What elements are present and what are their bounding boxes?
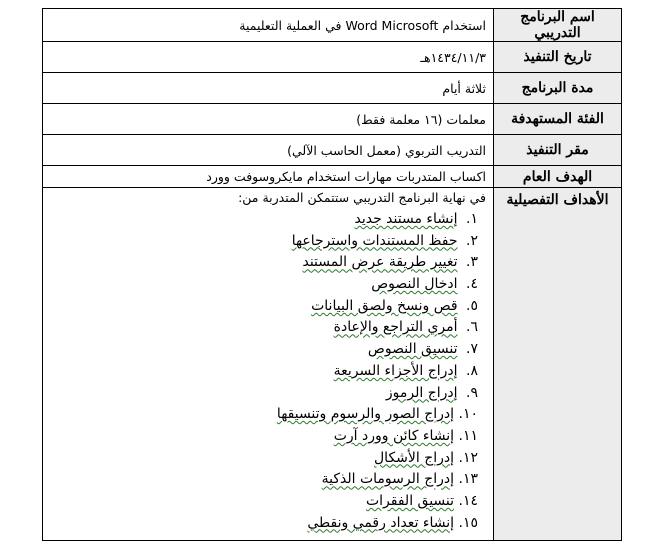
label-general-goal: الهدف العام (494, 166, 622, 188)
objective-number: ١٢. (458, 449, 478, 466)
objective-number: ١. (466, 211, 478, 227)
value-venue: التدريب التربوي (معمل الحاسب الآلي) (43, 135, 494, 166)
objective-number: ٢. (466, 232, 478, 249)
value-execution-date: ١٤٣٤/١١/٣هـ (43, 42, 494, 73)
objective-item (50, 209, 478, 231)
objective-text: إنشاء كائن وورد آرت (333, 427, 455, 444)
value-program-name: استخدام Word Microsoft في العملية التعليمية (43, 9, 494, 42)
objective-item (50, 404, 478, 426)
table-row (43, 73, 622, 104)
detailed-objectives-cell (43, 188, 494, 541)
objective-number: ١٣. (458, 471, 478, 488)
objective-number: ١١. (458, 427, 478, 444)
table-row (43, 188, 622, 541)
label-venue: مقر التنفيذ (494, 135, 622, 166)
objective-number: ٨. (466, 362, 478, 379)
label-execution-date: تاريخ التنفيذ (494, 42, 622, 73)
objective-item (50, 252, 478, 274)
table-row (43, 42, 622, 73)
value-target-group: معلمات (١٦ معلمة فقط) (43, 104, 494, 135)
table-row (43, 9, 622, 42)
objective-text: تنسيق النصوص (367, 341, 458, 358)
program-table (42, 8, 622, 541)
table-row (43, 135, 622, 166)
objective-item (50, 426, 478, 448)
label-program-name: اسم البرنامج التدريبي (494, 9, 622, 42)
value-duration: ثلاثة أيام (43, 73, 494, 104)
objectives-intro: في نهاية البرنامج التدريبي ستتمكن المتدربة من: (238, 190, 486, 205)
objective-text: قص ونسخ ولصق البيانات (311, 297, 458, 314)
table-row (43, 166, 622, 188)
objective-text: ادخال النصوص (371, 276, 458, 293)
objective-item (50, 469, 478, 491)
objective-text: تنسيق الفقرات (365, 492, 455, 509)
objective-number: ٣. (466, 254, 478, 271)
objective-item (50, 361, 478, 383)
objective-item (50, 491, 478, 513)
objective-text: إنشاء مستند جديد (354, 211, 458, 227)
objective-item (50, 274, 478, 296)
objective-item (50, 296, 478, 318)
objective-text: إدراج الرسومات الذكية (321, 471, 455, 488)
objective-number: ١٤. (458, 492, 478, 509)
label-target-group: الفئة المستهدفة (494, 104, 622, 135)
objective-item (50, 448, 478, 470)
objective-number: ٩. (466, 384, 478, 401)
objectives-list (50, 209, 486, 534)
objective-text: أمري التراجع والإعادة (333, 319, 458, 336)
objective-number: ٤. (466, 276, 478, 293)
objective-number: ٧. (466, 341, 478, 358)
objective-number: ١٠. (458, 406, 478, 423)
objective-item (50, 383, 478, 405)
objective-item (50, 317, 478, 339)
objective-number: ٦. (466, 319, 478, 336)
objective-text: إدراج الأشكال (374, 449, 455, 466)
label-duration: مدة البرنامج (494, 73, 622, 104)
label-detailed-objectives: الأهداف التفصيلية (494, 188, 622, 541)
value-general-goal: اكساب المتدربات مهارات استخدام مايكروسوفت وورد (43, 166, 494, 188)
objective-text: إدراج الصور والرسوم وتنسيقها (276, 406, 455, 423)
objective-item (50, 513, 478, 535)
objective-text: تغيير طريقة عرض المستند (302, 254, 458, 271)
objective-text: إنشاء تعداد رقمي ونقطي (307, 514, 455, 531)
objective-item (50, 231, 478, 253)
objective-number: ٥. (466, 297, 478, 314)
objective-text: إدراج الأجزاء السريعة (333, 362, 458, 379)
objective-number: ١٥. (458, 514, 478, 531)
objective-item (50, 339, 478, 361)
objective-text: حفظ المستندات واسترجاعها (291, 232, 458, 249)
table-row (43, 104, 622, 135)
objective-text: إدراج الرموز (385, 384, 458, 401)
